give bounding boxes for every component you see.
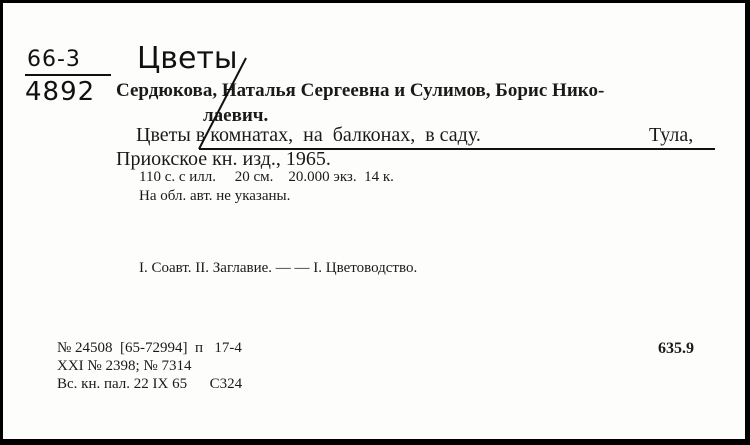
tracing-line: I. Соавт. II. Заглавие. — — I. Цветоводство.	[139, 260, 418, 276]
footer-line-3: Вс. кн. пал. 22 IX 65 С324	[57, 376, 243, 392]
footer-line-2: XXI № 2398; № 7314	[57, 358, 192, 374]
handwritten-shelf-code: 66-3	[27, 47, 81, 72]
description-note: На обл. авт. не указаны.	[139, 188, 291, 204]
footer-line-1: № 24508 [65-72994] п 17-4	[57, 340, 242, 356]
scan-border-right	[745, 0, 750, 445]
author-heading-line-1: Сердюкова, Наталья Сергеевна и Сулимов, Борис Нико-	[116, 80, 605, 101]
handwritten-inventory-number: 4892	[25, 77, 96, 107]
author-heading-line-2: лаевич.	[203, 105, 269, 126]
title-line-1: Цветы в комнатах, на балконах, в саду.	[136, 124, 481, 146]
catalog-card	[3, 3, 745, 439]
title-line-2-publisher: Приокское кн. изд., 1965.	[116, 148, 331, 170]
title-line-1-place: Тула,	[649, 124, 694, 146]
physical-description: 110 с. с илл. 20 см. 20.000 экз. 14 к.	[139, 169, 394, 185]
classification-number: 635.9	[658, 340, 694, 357]
handwritten-title-word: Цветы	[137, 41, 238, 76]
